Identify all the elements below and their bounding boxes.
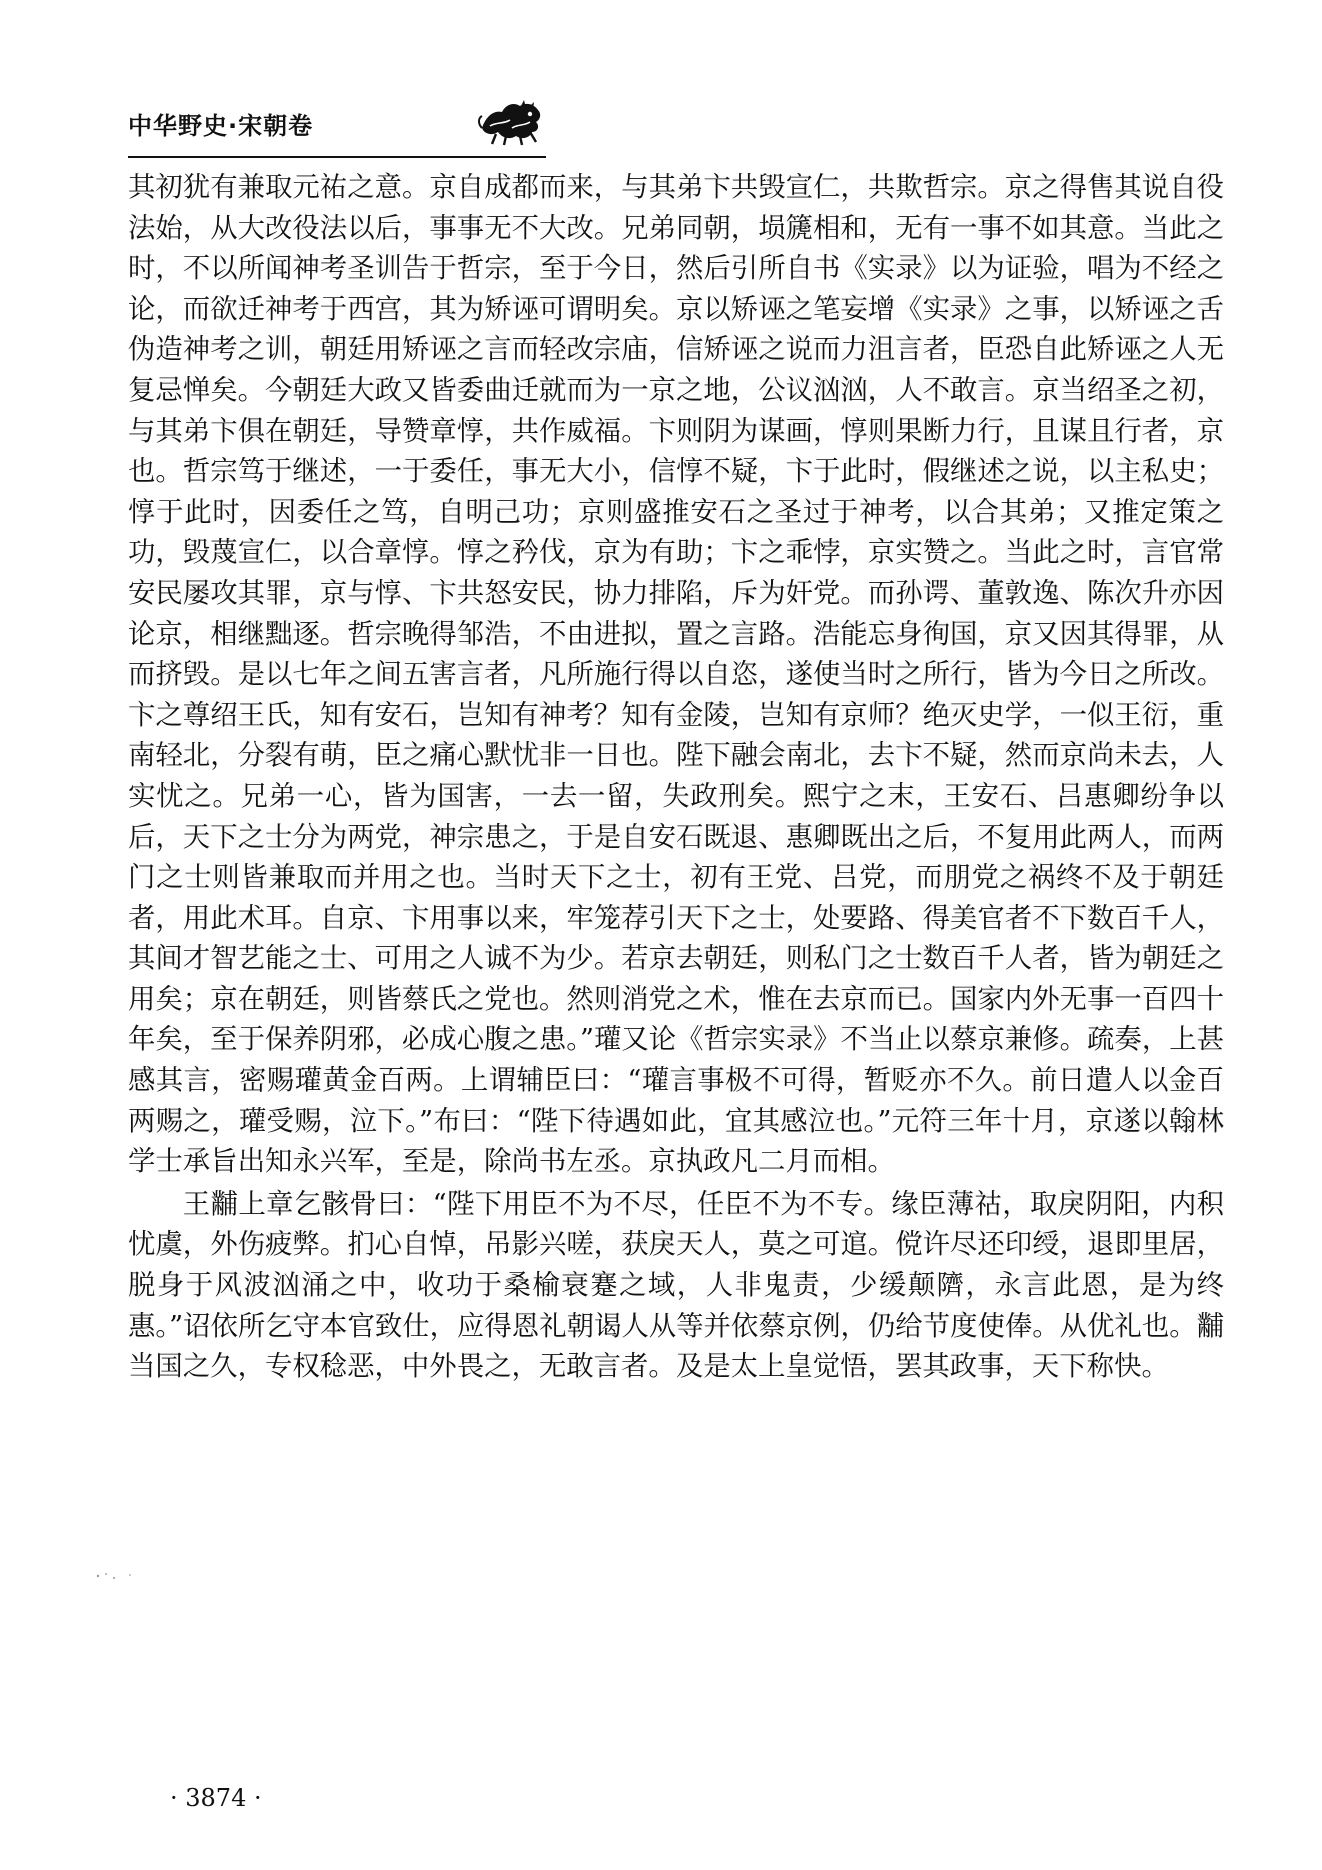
header-title: 中华野史·宋朝卷 xyxy=(128,112,314,140)
running-header xyxy=(128,98,548,154)
paragraph-2: 王黼上章乞骸骨曰：“陛下用臣不为不尽，任臣不为不专。缘臣薄祜，取戾阴阳，内积忧虞，外伤疲弊。扪心自悼，吊影兴嗟，获戾天人，莫之可逭。傥许尽还印绶，退即里居，脱身于风波汹涌之中，收功于桑榆衰蹇之域，人非鬼责，少缓颠隮，永言此恩，是为终惠。”诏依所乞守本官致仕，应得恩礼朝谒人从等并依蔡京例，仍给节度使俸。从优礼也。黼当国之久，专权稔恶，中外畏之，无敢言者。及是太上皇觉悟，罢其政事，天下称快。 xyxy=(128,1188,1224,1383)
scan-speck xyxy=(92,1566,152,1586)
dragon-icon xyxy=(476,98,548,146)
paragraph-1: 其初犹有兼取元祐之意。京自成都而来，与其弟卞共毁宣仁，共欺哲宗。京之得售其说自役法始，从大改役法以后，事事无不大改。兄弟同朝，埙篪相和，无有一事不如其意。当此之时，不以所闻神考圣训告于哲宗，至于今日，然后引所自书《实录》以为证验，唱为不经之论，而欲迁神考于西宫，其为矫诬可谓明矣。京以矫诬之笔妄增《实录》之事，以矫诬之舌伪造神考之训，朝廷用矫诬之言而轻改宗庙，信矫诬之说而力沮言者，臣恐自此矫诬之人无复忌惮矣。今朝廷大政又皆委曲迁就而为一京之地，公议汹汹，人不敢言。京当绍圣之初，与其弟卞俱在朝廷，导赞章惇，共作威福。卞则阴为谋画，惇则果断力行，且谋且行者，京也。哲宗笃于继述，一于委任，事无大小，信惇不疑，卞于此时，假继述之说，以主私史；惇于此时，因委任之笃，自明己功；京则盛推安石之圣过于神考，以合其弟；又推定策之功，毁蔑宣仁，以合章惇。惇之矜伐，京为有助；卞之乖悖，京实赞之。当此之时，言官常安民屡攻其罪，京与惇、卞共怒安民，协力排陷，斥为奸党。而孙谔、董敦逸、陈次升亦因论京，相继黜逐。哲宗晚得邹浩，不由进拟，置之言路。浩能忘身徇国，京又因其得罪，从而挤毁。是以七年之间五害言者，凡所施行得以自恣，遂使当时之所行，皆为今日之所改。卞之尊绍王氏，知有安石，岂知有神考？知有金陵，岂知有京师？绝灭史学，一似王衍，重南轻北，分裂有萌，臣之痛心默忧非一日也。陛下融会南北，去卞不疑，然而京尚未去，人实忧之。兄弟一心，皆为国害，一去一留，失政刑矣。熙宁之末，王安石、吕惠卿纷争以后，天下之士分为两党，神宗患之，于是自安石既退、惠卿既出之后，不复用此两人，而两门之士则皆兼取而并用之也。当时天下之士，初有王党、吕党，而朋党之祸终不及于朝廷者，用此术耳。自京、卞用事以来，牢笼荐引天下之士，处要路、得美官者不下数百千人，其间才智艺能之士、可用之人诚不为少。若京去朝廷，则私门之士数百千人者，皆为朝廷之用矣；京在朝廷，则皆蔡氏之党也。然则消党之术，惟在去京而已。国家内外无事一百四十年矣，至于保养阴邪，必成心腹之患。”瓘又论《哲宗实录》不当止以蔡京兼修。疏奏，上甚感其言，密赐瓘黄金百两。上谓辅臣曰：“瓘言事极不可得，暂贬亦不久。前日遣人以金百两赐之，瓘受赐，泣下。”布曰：“陛下待遇如此，宜其感泣也。”元符三年十月，京遂以翰林学士承旨出知永兴军，至是，除尚书左丞。京执政凡二月而相。 xyxy=(128,172,1224,1178)
header-rule xyxy=(128,156,546,158)
page-number: · 3874 · xyxy=(170,1784,262,1812)
body-text xyxy=(128,168,1224,1388)
